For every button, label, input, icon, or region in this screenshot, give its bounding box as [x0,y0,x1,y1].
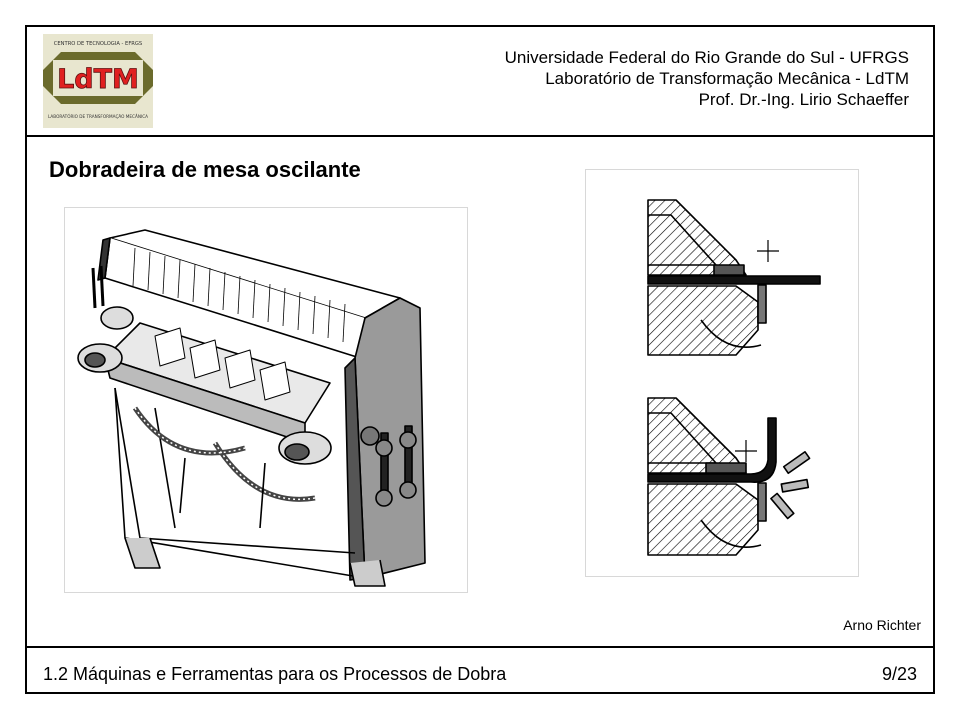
institution-block [505,47,909,110]
bending-sequence-figure [585,169,859,577]
svg-text:LdTM: LdTM [57,64,139,95]
ldtm-logo [43,34,153,128]
header-divider [27,135,933,137]
university-line: Universidade Federal do Rio Grande do Sul - UFRGS [504,48,909,67]
ldtm-logo-graphic [43,34,153,128]
slide-title: Dobradeira de mesa oscilante [49,157,361,182]
folding-machine-drawing [65,208,467,592]
folding-machine-figure [64,207,468,593]
footer-divider [27,646,933,648]
footer-section-title: 1.2 Máquinas e Ferramentas para os Processos de Dobra [43,664,507,684]
page-number: 9/23 [881,664,917,684]
slide-frame [25,25,935,694]
laboratory-line: Laboratório de Transformação Mecânica - LdTM [545,69,909,88]
professor-line: Prof. Dr.-Ing. Lirio Schaeffer [698,90,909,109]
logo-top-text: CENTRO DE TECNOLOGIA - EFRGS [53,41,143,47]
bending-sequence-sections [586,170,858,576]
image-credit: Arno Richter [843,617,921,633]
svg-text:LABORATÓRIO DE TRANSFORMAÇÃO M: LABORATÓRIO DE TRANSFORMAÇÃO MECÂNICA [47,114,149,119]
